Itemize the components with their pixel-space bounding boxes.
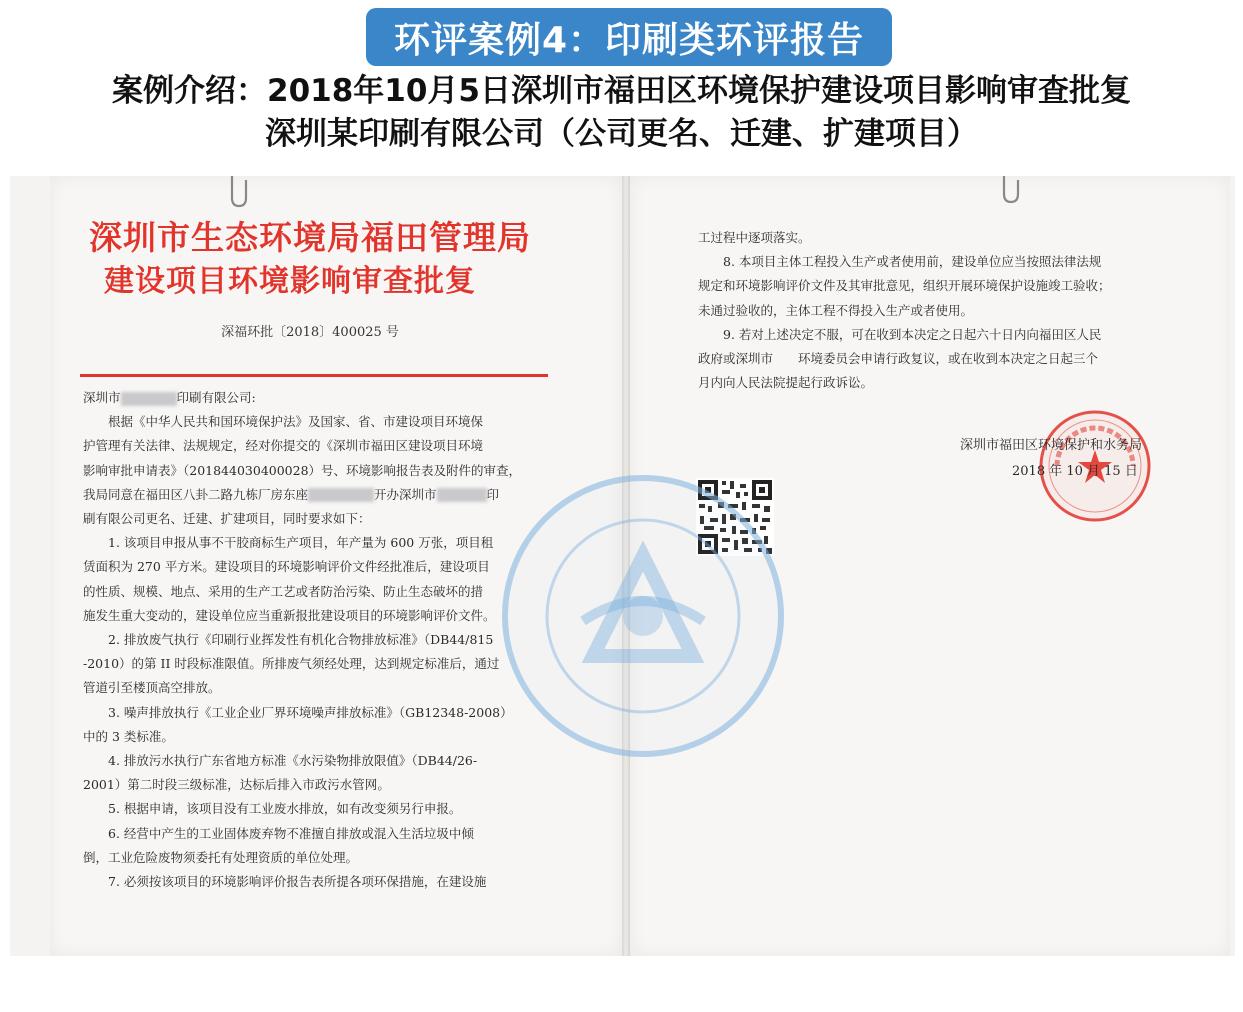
intro-line-1: 案例介绍：2018年10月5日深圳市福田区环境保护建设项目影响审查批复 (112, 73, 1131, 109)
right-body-text (698, 226, 1178, 395)
text-line: 2001）第二时段三级标准，达标后排入市政污水管网。 (83, 777, 390, 793)
text-line: 中的 3 类标准。 (83, 728, 174, 744)
addressee: 深圳市 印刷有限公司: (83, 390, 256, 405)
text-line: 4. 排放污水执行广东省地方标准《水污染物排放限值》（DB44/26- (83, 753, 478, 769)
text-line: 7. 必须按该项目的环境影响评价报告表所提各项环保措施，在建设施 (83, 874, 487, 890)
text-line: 3. 噪声排放执行《工业企业厂界环境噪声排放标准》（GB12348-2008） (83, 704, 513, 720)
doc-number: 深福环批〔2018〕400025 号 (221, 325, 399, 340)
title-badge: 环评案例4：印刷类环评报告 (366, 8, 892, 66)
left-body-text (83, 386, 563, 894)
scanned-document (10, 176, 1235, 956)
text-line: 根据《中华人民共和国环境保护法》及国家、省、市建设项目环境保 (83, 414, 484, 430)
text-line: 5. 根据申请，该项目没有工业废水排放，如有改变须另行申报。 (83, 801, 462, 817)
redacted-address (308, 488, 374, 502)
text-line: 护管理有关法律、法规规定，经对你提交的《深圳市福田区建设项目环境 (83, 438, 484, 454)
text-line: 刷有限公司更名、迁建、扩建项目，同时要求如下： (83, 511, 371, 527)
doc-heading-2: 建设项目环境影响审查批复 (104, 264, 476, 299)
text-line: 未通过验收的，主体工程不得投入生产或者使用。 (698, 302, 974, 318)
text-line: 9. 若对上述决定不服，可在收到本决定之日起六十日内向福田区人民 (698, 326, 1102, 342)
doc-heading-1: 深圳市生态环境局福田管理局 (89, 218, 531, 257)
redacted-name (437, 488, 487, 502)
signature-date: 2018 年 10 月 15 日 (1012, 464, 1138, 479)
text-line: 管道引至楼顶高空排放。 (83, 680, 221, 696)
text-line: 影响审批申请表》（201844030400028）号、环境影响报告表及附件的审查， (83, 462, 522, 478)
text-line: 工过程中逐项落实。 (698, 230, 811, 245)
text-line: 政府或深圳市 环境委员会申请行政复议，或在收到本决定之日起三个 (698, 351, 1099, 367)
text-line: 的性质、规模、地点、采用的生产工艺或者防治污染、防止生态破坏的措 (83, 583, 484, 599)
text-line: 6. 经营中产生的工业固体废弃物不准擅自排放或混入生活垃圾中倾 (83, 825, 474, 841)
text-line: -2010）的第 II 时段标准限值。所排废气须经处理，达到规定标准后，通过 (83, 656, 500, 672)
text-line: 赁面积为 270 平方米。建设项目的环境影响评价文件经批准后，建设项目 (83, 559, 490, 575)
text-line: 8. 本项目主体工程投入生产或者使用前，建设单位应当按照法律法规 (698, 254, 1102, 270)
paper-clip-icon (996, 176, 1026, 204)
company-watermark-logo (498, 471, 788, 761)
text-line: 月内向人民法院提起行政诉讼。 (698, 375, 874, 391)
text-line: 倒，工业危险废物须委托有处理资质的单位处理。 (83, 849, 359, 865)
text-line: 施发生重大变动的，建设单位应当重新报批建设项目的环境影响评价文件。 (83, 607, 496, 623)
text-line: 1. 该项目申报从事不干胶商标生产项目，年产量为 600 万张，项目租 (83, 535, 494, 551)
signature-org: 深圳市福田区环境保护和水务局 (960, 438, 1143, 453)
text-line: 2. 排放废气执行《印刷行业挥发性有机化合物排放标准》（DB44/815 (83, 632, 494, 648)
redacted-name (121, 392, 177, 406)
text-line: 规定和环境影响评价文件及其审批意见，组织开展环境保护设施竣工验收； (698, 278, 1111, 294)
paper-clip-icon (224, 176, 254, 208)
text-line: 我局同意在福田区八卦二路九栋厂房东座 开办深圳市 印 (83, 486, 500, 502)
intro-line-2: 深圳某印刷有限公司（公司更名、迁建、扩建项目） (265, 116, 978, 152)
red-divider (80, 374, 548, 377)
